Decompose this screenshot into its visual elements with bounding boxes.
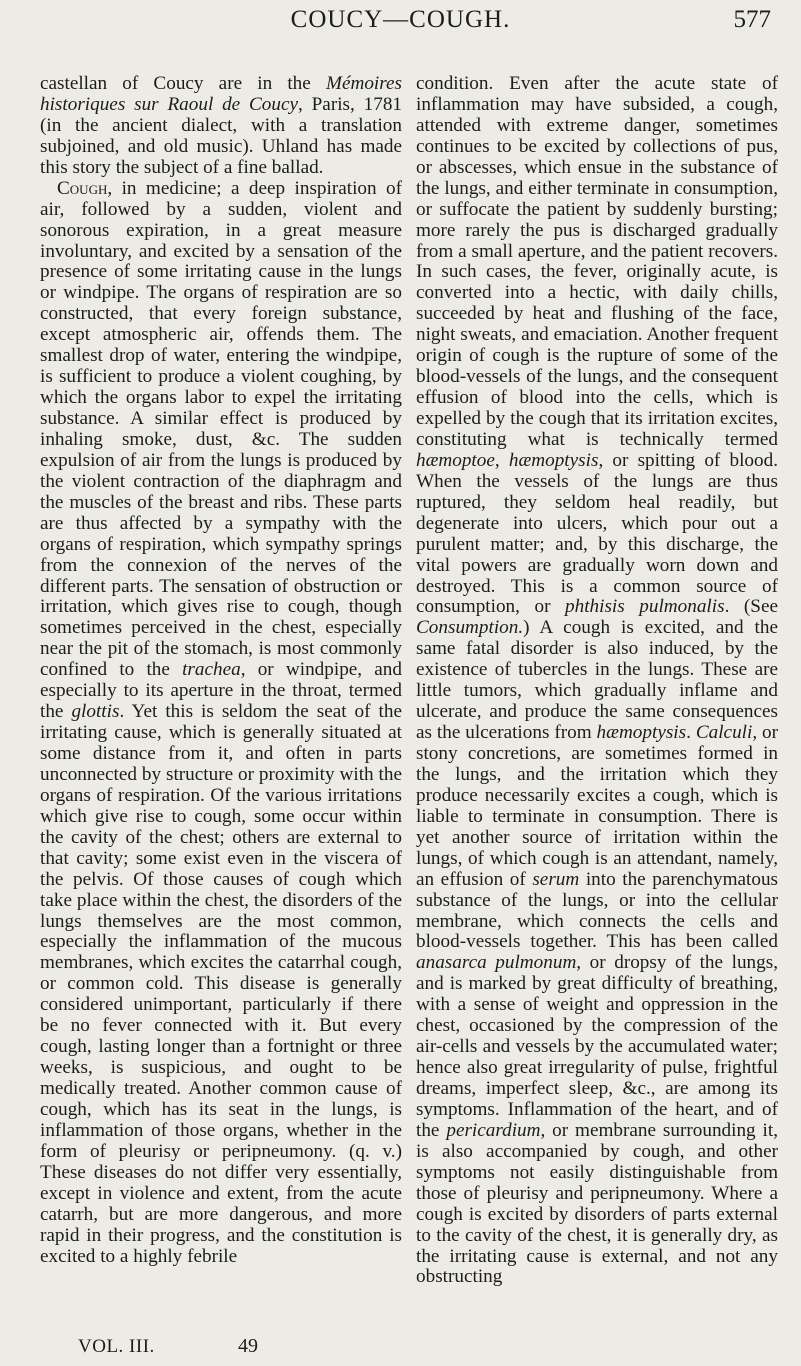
italic-term: phthisis pulmonalis	[565, 596, 725, 618]
page-footer	[78, 1336, 278, 1360]
running-head	[0, 6, 801, 46]
volume-label: VOL. III.	[78, 1336, 155, 1357]
text-run: castellan of Coucy are in the	[40, 73, 326, 94]
text-run: . (See	[724, 596, 778, 618]
italic-term: hæmoptysis	[596, 722, 687, 744]
text-run: , or dropsy of the lungs, and is marked by great difficulty of breathing, with a sense of weight and oppression in the chest, occasioned by the compression of the air-cells and vessels by the accumulated water; hence also great irregularity of pulse, frightful dreams, imperfect sleep, &c., are among its symptoms. Inflammation of the heart, and of the	[416, 952, 778, 1141]
italic-term: trachea	[182, 659, 241, 681]
signature-mark: 49	[238, 1335, 258, 1357]
paragraph-cough	[40, 179, 402, 1268]
paragraph-coucy	[40, 74, 402, 179]
italic-term: pericardium	[446, 1119, 541, 1141]
text-run: , or stony concretions, are sometimes formed in the lungs, and the irritation which they produce necessarily excites a cough, which is liable to terminate in consumption. There is yet another source of irritation within the lungs, of which cough is an attendant, namely, an effusion of	[416, 722, 779, 890]
text-run: . Yet this is seldom the seat of the irritating cause, which is generally situated at some distance from it, and often in parts unconnected by structure or proximity with the organs of respiration. Of the various irritations which give rise to cough, some occur within the cavity of the chest; others are external to that cavity; some exist even in the viscera of the pelvis. Of those causes of cough which take place within the chest, the disorders of the lungs themselves are the most common, especially the inflammation of the mucous membranes, which excites the catarrhal cough, or common cold. This disease is generally considered unimportant, particularly if there be no fever connected with it. But every cough, lasting longer than a fortnight or three weeks, is suspicious, and ought to be medically treated. Another common cause of cough, which has its seat in the lungs, is inflammation of those organs, whether in the form of pleurisy or peripneumony. (q. v.) These diseases do not differ very essentially, except in violence and extent, from the acute catarrh, but are more dangerous, and more rapid in their progress, and the constitution is excited to a highly febrile	[40, 701, 402, 1267]
right-column	[416, 74, 778, 1288]
page-number: 577	[733, 6, 771, 33]
text-run: , or spitting of blood. When the vessels of the lungs are thus ruptured, they seldom heal readily, but degenerate into ulcers, which pour out a purulent matter; and, by this discharge, the vital powers are gradually worn down and destroyed. This is a common source of consumption, or	[416, 449, 779, 618]
page-title: COUCY—COUGH.	[290, 6, 511, 33]
text-run: ,	[494, 449, 509, 471]
text-run: into the parenchymatous substance of the lungs, or into the cellular membrane, which connects the cells and blood-vessels together. This has been called	[416, 868, 778, 953]
paragraph-continued	[416, 74, 778, 1288]
text-run: .	[686, 722, 696, 744]
italic-term: hæmoptoe	[416, 449, 495, 471]
text-run: , Paris, 1781 (in the ancient dialect, with a translation subjoined, and old music). Uhland has made this story the subject of a fine ballad.	[40, 93, 402, 178]
left-column	[40, 74, 402, 1267]
italic-term: anasarca pulmonum	[416, 952, 577, 974]
text-run: , or membrane surrounding it, is also accompanied by cough, and other symptoms not easily distinguishable from those of pleurisy and peripneumony. Where a cough is excited by disorders of parts external to the cavity of the chest, it is generally dry, as the irritating cause is external, and not any obstructing	[416, 1119, 778, 1288]
italic-term: hæmoptysis	[508, 449, 599, 471]
text-run: ) A cough is excited, and the same fatal disorder is also induced, by the existence of tubercles in the lungs. These are little tumors, which gradually inflame and ulcerate, and produce the same consequences as the ulcerations from	[416, 617, 778, 744]
italic-title: Mémoires historiques sur Raoul de Coucy	[40, 73, 402, 115]
italic-term: Calculi	[695, 722, 753, 744]
italic-term: serum	[532, 868, 580, 890]
text-run: , in medicine; a deep inspiration of air, followed by a sudden, violent and sonorous expiration, in a great measure involuntary, and excited by a sensation of the presence of some irritating cause in the lungs or windpipe. The organs of respiration are so constructed, that every foreign substance, except atmospheric air, offends them. The smallest drop of water, entering the windpipe, is sufficient to produce a violent coughing, by which the organs labor to expel the irritating substance. A similar effect is produced by inhaling smoke, dust, &c. The sudden expulsion of air from the lungs is produced by the violent contraction of the diaphragm and the muscles of the breast and ribs. These parts are thus affected by a sympathy with the organs of respiration, which sympathy springs from the connexion of the nerves of the different parts. The sensation of obstruction or irritation, which gives rise to cough, though sometimes perceived in the chest, especially near the pit of the stomach, is most commonly confined to the	[40, 177, 402, 681]
text-run: condition. Even after the acute state of inflammation may have subsided, a cough, attended with extreme danger, sometimes continues to be excited by collections of pus, or abscesses, which ensue in the substance of the lungs, and either terminate in consumption, or suffocate the patient by suddenly bursting; more rarely the pus is discharged gradually from a small aperture, and the patient recovers. In such cases, the fever, originally acute, is converted into a hectic, with daily chills, succeeded by heat and flushing of the face, night sweats, and emaciation. Another frequent origin of cough is the rupture of some of the blood-vessels of the lungs, and the consequent effusion of blood into the cells, which is expelled by the cough that its irritation excites, constituting what is technically termed	[416, 73, 778, 450]
italic-term: glottis	[71, 701, 120, 723]
text-run: , or windpipe, and especially to its aperture in the throat, termed the	[40, 659, 402, 723]
entry-headword: Cough	[57, 177, 108, 199]
cross-reference: Consumption.	[416, 617, 524, 639]
